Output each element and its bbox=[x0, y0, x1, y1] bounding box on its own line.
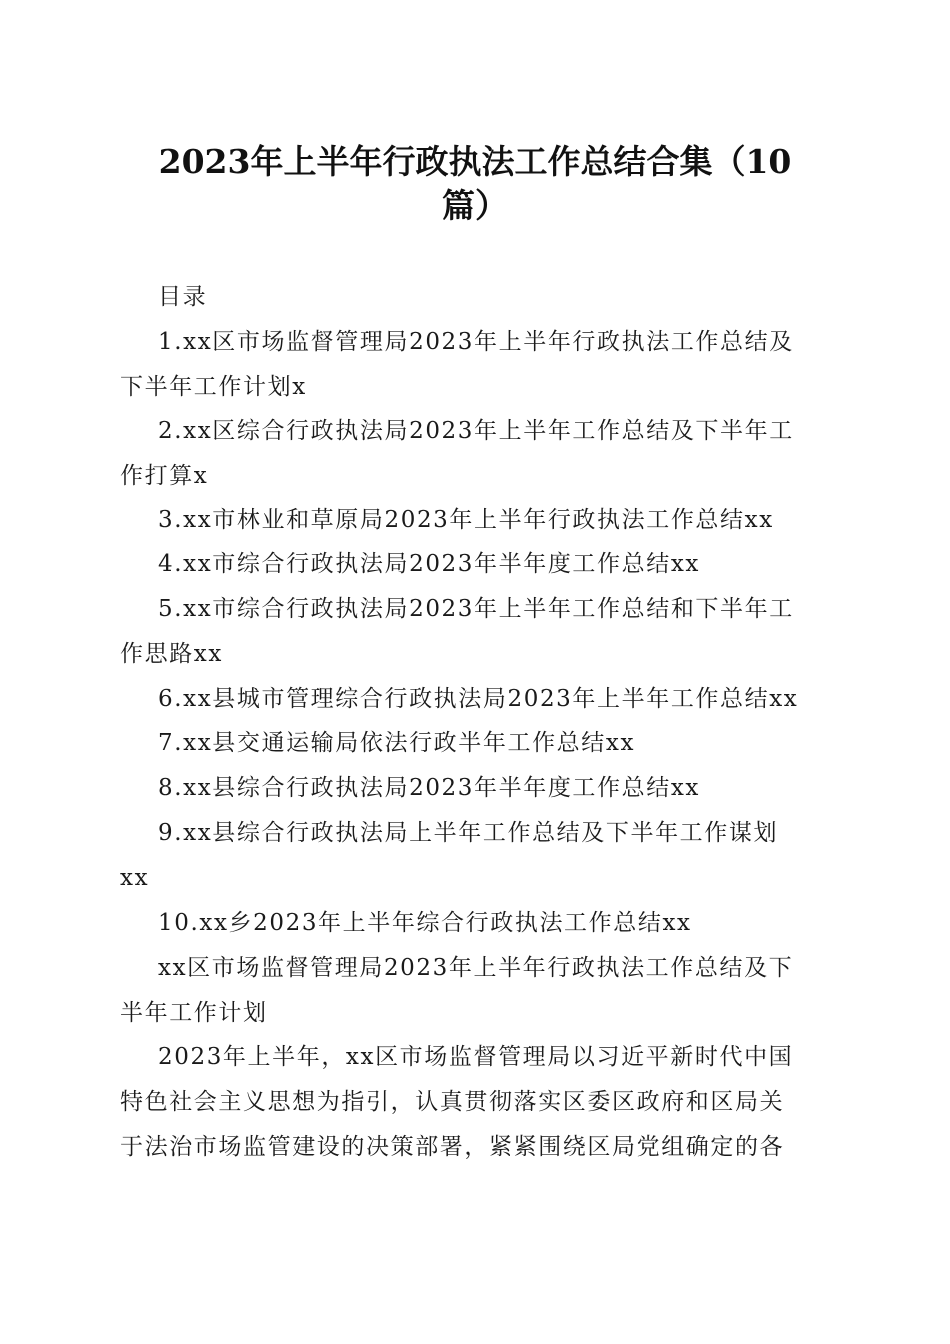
section-title-continued: 半年工作计划 bbox=[120, 1000, 268, 1026]
toc-entry-8: 8.xx县综合行政执法局2023年半年度工作总结xx bbox=[158, 775, 700, 801]
body-paragraph-line-3: 于法治市场监管建设的决策部署，紧紧围绕区局党组确定的各 bbox=[120, 1134, 785, 1160]
toc-entry-5-continued: 作思路xx bbox=[120, 641, 223, 667]
toc-entry-5: 5.xx市综合行政执法局2023年上半年工作总结和下半年工 bbox=[158, 596, 794, 622]
body-paragraph-line-1: 2023年上半年，xx区市场监督管理局以习近平新时代中国 bbox=[158, 1044, 794, 1070]
toc-heading: 目录 bbox=[158, 284, 208, 310]
body-paragraph-line-2: 特色社会主义思想为指引，认真贯彻落实区委区政府和区局关 bbox=[120, 1089, 785, 1115]
toc-entry-7: 7.xx县交通运输局依法行政半年工作总结xx bbox=[158, 730, 636, 756]
toc-entry-1-continued: 下半年工作计划x bbox=[120, 374, 307, 400]
toc-entry-2: 2.xx区综合行政执法局2023年上半年工作总结及下半年工 bbox=[158, 418, 794, 444]
toc-entry-6: 6.xx县城市管理综合行政执法局2023年上半年工作总结xx bbox=[158, 686, 799, 712]
document-title-line-2: 篇） bbox=[442, 186, 508, 225]
toc-entry-10: 10.xx乡2023年上半年综合行政执法工作总结xx bbox=[158, 910, 692, 936]
toc-entry-2-continued: 作打算x bbox=[120, 463, 209, 489]
toc-entry-9-continued: xx bbox=[120, 865, 150, 891]
document-title-line-1: 2023年上半年行政执法工作总结合集（10 bbox=[158, 142, 792, 181]
toc-entry-4: 4.xx市综合行政执法局2023年半年度工作总结xx bbox=[158, 551, 700, 577]
toc-entry-3: 3.xx市林业和草原局2023年上半年行政执法工作总结xx bbox=[158, 507, 774, 533]
toc-entry-1: 1.xx区市场监督管理局2023年上半年行政执法工作总结及 bbox=[158, 329, 794, 355]
section-title: xx区市场监督管理局2023年上半年行政执法工作总结及下 bbox=[158, 955, 794, 981]
toc-entry-9: 9.xx县综合行政执法局上半年工作总结及下半年工作谋划 bbox=[158, 820, 779, 846]
